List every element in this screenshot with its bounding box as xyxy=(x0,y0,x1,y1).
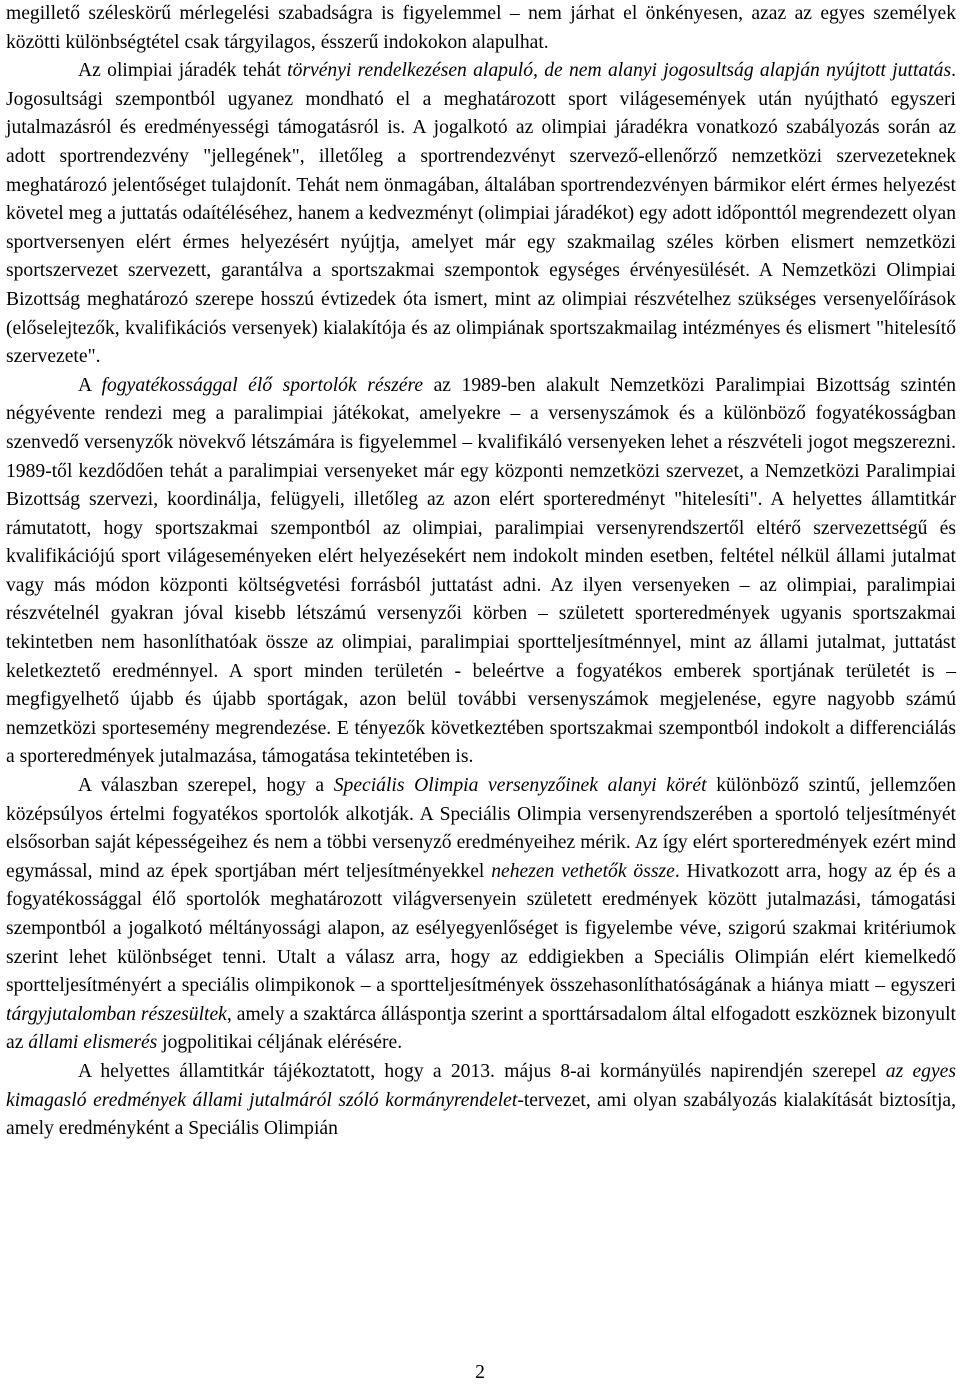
text-run: -tervezet, ami olyan szabályozás kialakítását biztosítja, amely eredményként a Speciális Olimpián xyxy=(6,1089,956,1140)
paragraph-2 xyxy=(6,57,956,372)
text-run-italic: Speciális Olimpia versenyzőinek alanyi körét xyxy=(333,775,707,797)
text-run: az 1989-ben alakult Nemzetközi Paralimpiai Bizottság szintén négyévente rendezi meg a paralimpiai játékokat, amelyekre – a versenyszámok és a különböző fogyatékosságban szenvedő versenyzők növekvő létszámára is figyelemmel – kvalifikáló versenyeken lehet a részvételi jogot megszerezni. 1989-től kezdődően tehát a paralimpiai versenyeket már egy központi nemzetközi szervezet, a Nemzetközi Paralimpiai Bizottság szervezi, koordinálja, felügyeli, illetőleg az azon elért sporteredményt "hitelesíti". A helyettes államtitkár rámutatott, hogy sportszakmai szempontból az olimpiai, paralimpiai versenyrendszertől eltérő szervezettségű és kvalifikációjú sport világeseményeken elért helyezésekért nem indokolt minden esetben, feltétel nélkül állami jutalmat vagy más módon központi költségvetési forrásból juttatást adni. Az ilyen versenyeken – az olimpiai, paralimpiai részvételnél gyakran jóval kisebb létszámú versenyzői körben – született sporteredmények ugyanis sportszakmai tekintetben nem hasonlíthatóak össze az olimpiai, paralimpiai sportteljesítménnyel, mint az állami jutalmat, juttatást keletkeztető eredménnyel. A sport minden területén - beleértve a fogyatékos emberek sportjának területét is – megfigyelhető újabb és újabb sportágak, azon belül további versenyszámok megjelenése, egyre nagyobb számú nemzetközi sportesemény megrendezése. E tényezők következtében sportszakmai szempontból indokolt a differenciálás a sporteredmények jutalmazása, támogatása tekintetében is. xyxy=(6,374,957,768)
text-run: jogpolitikai céljának elérésére. xyxy=(157,1032,403,1054)
text-run-italic: állami elismerés xyxy=(28,1032,158,1054)
text-run: . Hivatkozott arra, hogy az ép és a fogyatékossággal élő sportolók meghatározott világversenyein született eredmények között jutalmazási, támogatási szempontból a jogalkotó méltányossági alapon, az esélyegyenlőséget is figyelembe véve, szigorú szakmai kritériumok szerint lehet különbséget tenni. Utalt a válasz arra, hogy az eddigiekben a Speciális Olimpián elért kiemelkedő sportteljesítményért a speciális olimpikonok – a sportteljesítmények összehasonlíthatóságának a hiánya miatt – egyszeri xyxy=(6,860,956,997)
text-run-italic: az egyes kimagasló eredmények állami jutalmáról szóló kormányrendelet xyxy=(6,1060,956,1111)
text-run: A válaszban szerepel, hogy a xyxy=(78,775,334,797)
text-run-italic: nehezen vethetők össze xyxy=(491,860,675,882)
text-run-italic: tárgyjutalomban részesültek xyxy=(6,1003,227,1025)
page-number: 2 xyxy=(475,1362,485,1383)
paragraph-1 xyxy=(6,0,956,57)
text-run: különböző szintű, jellemzően középsúlyos értelmi fogyatékos sportolók alkotják. A Speciális Olimpia versenyrendszerében a sportoló teljesítményét elsősorban saját képességeihez és nem a többi versenyző eredményeihez mérik. Az így elért sporteredmények ezért mind egymással, mind az épek sportjában mért teljesítményekkel xyxy=(6,775,956,882)
text-run: megillető széleskörű mérlegelési szabadságra is figyelemmel – nem járhat el önkényesen, azaz az egyes személyek közötti különbségtétel csak tárgyilagos, ésszerű indokokon alapulhat. xyxy=(6,3,956,53)
text-run-italic: fogyatékossággal élő sportolók részére xyxy=(101,374,424,396)
body-text xyxy=(6,0,956,1144)
text-run: A helyettes államtitkár tájékoztatott, hogy a 2013. május 8-ai kormányülés napirendjén szerepel xyxy=(78,1060,886,1082)
paragraph-3 xyxy=(6,372,956,772)
text-run: A xyxy=(78,374,102,396)
paragraph-4 xyxy=(6,772,956,1058)
text-run-italic: törvényi rendelkezésen alapuló, de nem alanyi jogosultság alapján nyújtott juttatás xyxy=(287,60,952,82)
text-run: Az olimpiai járadék tehát xyxy=(78,60,288,82)
text-run: . Jogosultsági szempontból ugyanez mondható el a meghatározott sport világesemények után nyújtható egyszeri jutalmazásról és eredményességi támogatásról is. A jogalkotó az olimpiai járadékra vonatkozó szabályozás során az adott sportrendezvény "jellegének", illetőleg a sportrendezvényt szervező-ellenőrző nemzetközi szervezeteknek meghatározó jelentőséget tulajdonít. Tehát nem önmagában, általában sportrendezvényen bármikor elért érmes helyezést követel meg a juttatás odaítéléséhez, hanem a kedvezményt (olimpiai járadékot) egy adott időponttól megrendezett olyan sportversenyen elért érmes helyezésért nyújtja, amelyet már egy szakmailag széles körben elismert nemzetközi sportszervezet szervezett, garantálva a sportszakmai szempontok egységes érvényesülését. A Nemzetközi Olimpiai Bizottság meghatározó szerepe hosszú évtizedek óta ismert, mint az olimpiai részvételhez szükséges versenyelőírások (előselejtezők, kvalifikációs versenyek) kialakítója és az olimpiának sportszakmailag intézményes és elismert "hitelesítő szervezete". xyxy=(6,60,956,368)
paragraph-5 xyxy=(6,1058,956,1144)
text-run: , amely a szaktárca álláspontja szerint a sporttársadalom által elfogadott eszköznek bizonyult az xyxy=(6,1003,956,1054)
